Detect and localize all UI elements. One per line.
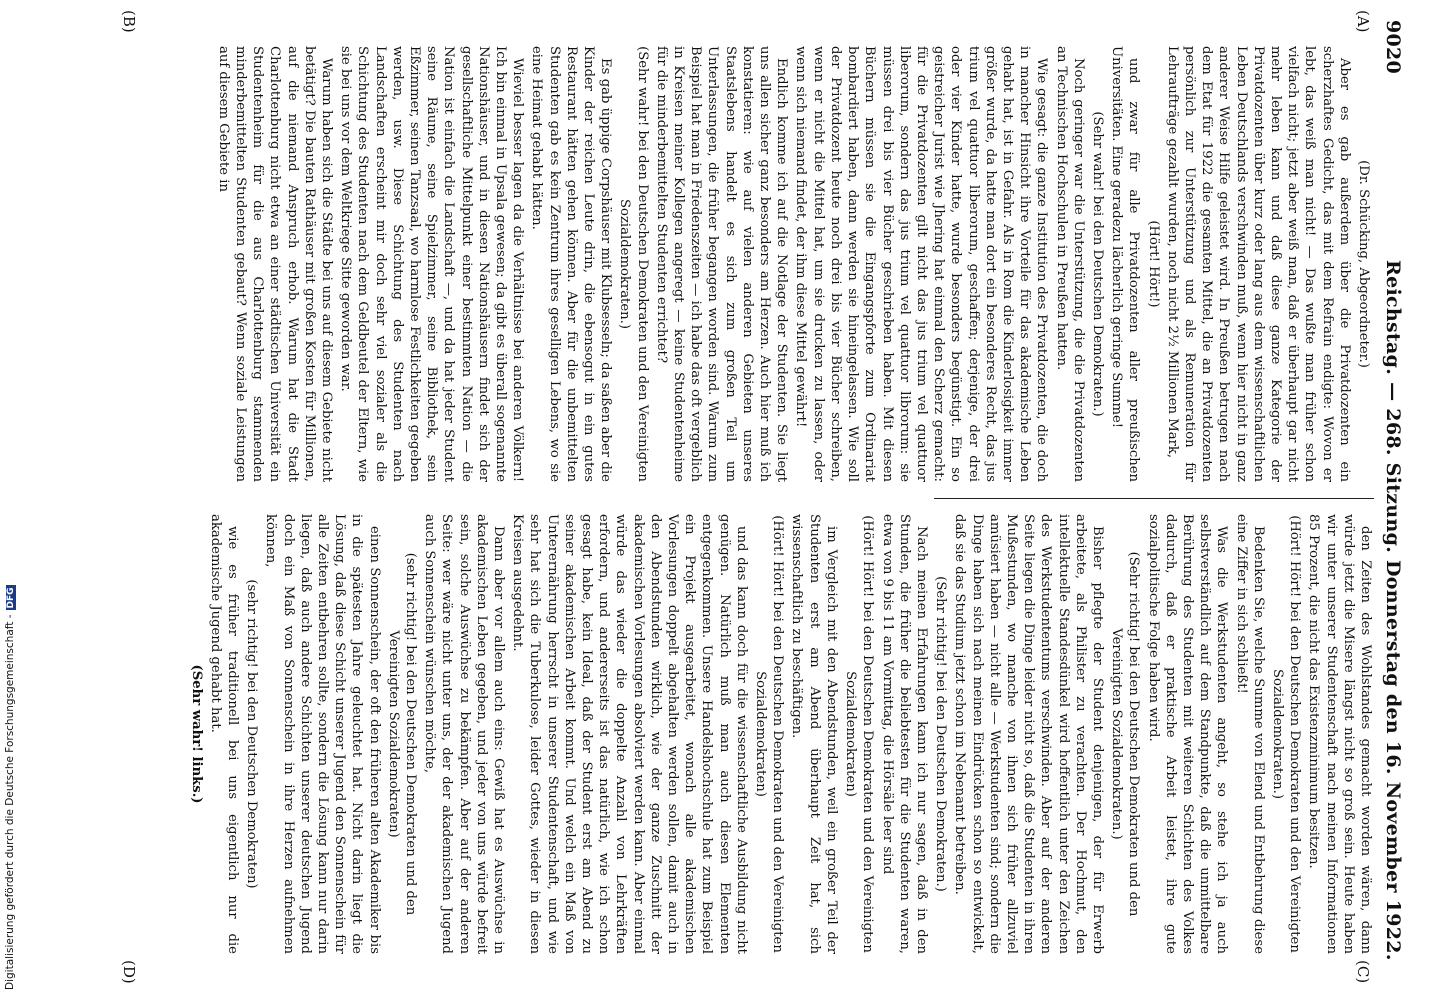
paragraph: den Zeiten des Wohlstandes gemacht worden wären, dann würde jetzt die Misere längst nicht so groß sein. Heute haben wir unter unserer Studentenschaft nach meinen Informationen 85 Prozent, die nicht das Existenzminimum besitzen. [1306, 514, 1373, 954]
interjection: (Sehr wahr! bei den Deutschen Demokraten.) [1089, 111, 1105, 417]
paragraph: Bedenken Sie, welche Summe von Elend und Entbehrung diese eine Ziffer in sich schließt! [1233, 514, 1266, 954]
digitization-credit [2, 587, 16, 990]
page-header [1378, 20, 1404, 980]
rotated-page-scan [18, 10, 1408, 990]
interjection: (Hört! Hört! bei den Deutschen Demokraten und den Vereinigten Sozialdemokraten) [843, 515, 876, 953]
paragraph: Nach meinen Erfahrungen kann ich nur sagen, daß in den Stunden, die früher die beliebtesten für die Studenten waren, etwa von 9 bis 11 am Vormittag, die Hörsäle leer sind [879, 514, 929, 954]
interjection: (sehr richtig! bei den Deutschen Demokraten) [244, 579, 260, 889]
paragraph: und zwar für alle Privatdozenten aller preußischen Universitäten. Eine geradezu lächerlich geringe Summe! [1109, 46, 1142, 482]
interjection: (sehr richtig! bei den Deutschen Demokraten und den Vereinigten Sozialdemokraten) [385, 552, 419, 916]
speaker-line: (Dr. Schücking, Abgeordneter.) [1356, 160, 1371, 368]
paragraph: einen Sonnenschein, der oft den früheren alten Akademiker bis in die spätesten Jahre geleuchtet hat. Nicht darin liegt die Lösung, daß diese Schicht unserer Jugend den Sonnenschein für alle Zeiten entbehren sollte, sondern die Lösung kann nur darin liegen, daß auch andere Schichten unserer deutschen Jugend doch ein Maß von Sonnenschein in ihre Herzen aufnehmen können, [263, 514, 382, 954]
dfg-logo: DFG [6, 587, 16, 609]
credit-text: Digitalisierung gefördert durch die Deutsche Forschungsgemeinschaft - [4, 614, 16, 990]
interjection: (Sehr richtig! bei den Deutschen Demokraten.) [933, 576, 949, 892]
margin-marker-a: (A) [1354, 10, 1372, 33]
margin-marker-c: (C) [1354, 960, 1372, 984]
paragraph: Dann aber vor allem auch eins: Gewiß hat es Auswüchse in akademischen Leben gegeben, und jeder von uns würde befreit sein, solche Auswüchse zu bekämpfen. Aber auf der anderen Seite: wer wäre nicht unter uns, der der akademischen Jugend auch Sonnenschein wünschen möchte, [422, 514, 507, 954]
page-number: 9020 [1382, 20, 1404, 75]
right-text-column [24, 514, 1374, 954]
margin-marker-b: (B) [120, 10, 138, 33]
paragraph: Noch geringer war die Unterstützung, die die Privatdozenten an Technischen Hochschulen in Preußen hatten. [1053, 46, 1086, 482]
interjection: (Sehr richtig! bei den Deutschen Demokraten und den Vereinigten Sozialdemokraten.) [1109, 551, 1142, 917]
paragraph: Bisher pflegte der Student denjenigen, der für Erwerb arbeitete, als Philister zu verachten. Der Hochmut, den intellektuelle Standesdünkel wird hoffentlich unter den Zeichen des Werkstudententums verschwinden. Aber auf der anderen Seite liegen die Dinge leider nicht so, daß die Studenten in ihren Mußestunden, wo manche von ihnen sich früher allzuviel amüsiert haben — nicht alle — Werkstudenten sind; sondern die Dinge haben sich nach meinen Eindrücken schon so entwickelt, daß sie das Studium jetzt schon im Nebenamt betreiben. [952, 514, 1105, 954]
paragraph: Wieviel besser lagen da die Verhältnisse bei anderen Völkern! Ich bin einmal in Upsala gewesen; da gibt es überall sogenannte Nationshäuser, und in diesen Nationshäusern findet sich der gesellschaftliche Mittelpunkt einer bestimmten Nation — die Nation ist einfach die Landschaft —, und da hat jeder Student seine Räume, seine Spielzimmer, seine Bibliothek, sein Eßzimmer, seinen Tanzsaal, wo harmlose Festlichkeiten gegeben werden, usw. Diese Schichtung des Studenten nach Landschaften erscheint mir doch sehr viel sozialer als die Schichtung des Studenten nach dem Geldbeutel der Eltern, wie sie bei uns vor dem Weltkriege Sitte geworden war. [338, 46, 526, 482]
interjection: (Sehr wahr! links.) [188, 664, 204, 804]
paragraph: Warum haben sich die Städte bei uns auf diesem Gebiete nicht betätigt? Die bauten Rathäuser mit großen Kosten für Millionen, auf die niemand Anspruch erhob. Warum hat die Stadt Charlottenburg nicht etwa an einer städtischen Universität ein Studentenheim für die aus Charlottenburg stammenden minderbemittelten Studenten gebaut? Wenn soziale Leistungen auf diesem Gebiete in [215, 46, 335, 482]
paragraph: im Vergleich mit den Abendstunden, weil ein großer Teil der Studenten erst am Abend überhaupt Zeit hat, sich wissenschaftlich zu beschäftigen. [789, 514, 839, 954]
margin-marker-d: (D) [120, 960, 138, 984]
paragraph: Was die Werkstudenten angeht, so stehe ich ja auch selbstverständlich auf dem Standpunkte, daß die unmittelbare Berührung des Studenten mit weiteren Schichten des Volkes dadurch, daß er praktische Arbeit leistet, ihre gute sozialpolitische Folge haben wird. [1145, 514, 1230, 954]
paragraph: wie es früher traditionell bei uns eigentlich nur die akademische Jugend gehabt hat. [207, 514, 240, 954]
column-divider [934, 498, 1374, 499]
interjection: (Hört! Hört!) [1145, 220, 1161, 308]
interjection: (Hört! Hört! bei den Deutschen Demokraten und den Vereinigten Sozialdemokraten) [753, 515, 786, 953]
page-title: Reichstag. — 268. Sitzung. Donnerstag den 16. November 1922. [1382, 260, 1404, 961]
paragraph: und das kann doch für die wissenschaftliche Ausbildung nicht genügen. Natürlich muß man auch diesen Elementen entgegenkommen. Unsere Handelshochschule hat zum Beispiel ein Projekt ausgearbeitet, wonach alle akademischen Vorlesungen doppelt abgehalten werden sollen, damit auch in den Abendstunden wirklich, wie der ganze Zuschnitt der akademischen Vorlesungen absolviert werden kann. Aber einmal würde das wieder die doppelte Anzahl von Lehrkräften erfordern, und andererseits ist das natürlich, wie ich schon gesagt habe, kein Ideal, daß der Student erst am Abend zu seiner akademischen Arbeit kommt. Und welch ein Maß von Unterernährung herrscht in unserer Studentenschaft, und wie sehr hat sich die Tuberkulose, leider Gottes, wieder in diesen Kreisen ausgedehnt. [510, 514, 749, 954]
paragraph: Es gab üppige Corpshäuser mit Klubsesseln; da saßen aber die Kinder der reichen Leute drin, die ebensogut in ein gutes Restaurant hätten gehen können. Aber für die unbemittelten Studenten gab es kein Zentrum ihres geselligen Lebens, wo sie eine Heimat gehabt hätten. [529, 46, 614, 482]
interjection: (Hört! Hört! bei den Deutschen Demokraten und den Vereinigten Sozialdemokraten.) [1269, 515, 1303, 953]
paragraph: Endlich komme ich auf die Notlage der Studenten. Sie liegt uns allen sicher ganz besonders am Herzen. Auch hier muß ich konstatieren: wie auf vielen anderen Gebieten unseres Staatslebens handelt es sich zum großen Teil um Unterlassungen, die früher begangen worden sind. Warum zum Beispiel hat man in Friedenszeiten — ich habe das oft vergeblich in Kreisen meiner Kollegen angeregt — keine Studentenheime für die minderbemittelten Studenten errichtet? [653, 46, 790, 482]
left-text-column [24, 46, 1374, 482]
paragraph: Wie gesagt: die ganze Institution des Privatdozenten, die doch in mancher Hinsicht ihre Vorteile für das akademische Leben gehabt hat, ist in Gefahr. Als in Rom die Kinderlosigkeit immer größer wurde, da hatte man dort ein besonderes Recht, das jus trium vel quattuor liberorum, geschaffen; derjenige, der drei oder vier Kinder hatte, wurde besonders begünstigt. Ein so geistreicher Jurist wie Jhering hat einmal den Scherz gemacht: für die Privatdozenten gilt nicht das jus trium vel quattuor liberorum, sondern das jus trium vel quattuor librorum: sie müssen drei bis vier Bücher geschrieben haben. Mit diesen Büchern müssen sie die Eingangspforte zum Ordinariat bombardiert haben, dann werden sie hineingelassen. Wie soll der Privatdozent heute noch drei bis vier Bücher schreiben, wenn er nicht die Mittel hat, um sie drucken zu lassen, oder wenn sich niemand findet, der ihm diese Mittel gewährt! [793, 46, 1050, 482]
paragraph: Aber es gab außerdem über die Privatdozenten ein scherzhaftes Gedicht, das mit dem Refrain endigte: Wovon er lebt, das weiß man nicht! — Das wußte man früher schon vielfach nicht; jetzt aber weiß man, daß er überhaupt gar nicht mehr leben kann und daß diese ganze Kategorie der Privatdozenten über kurz oder lang aus dem wissenschaftlichen Leben Deutschlands verschwinden muß, wenn hier nicht in ganz anderer Weise Hilfe geleistet wird. In Preußen betrugen nach dem Etat für 1922 die gesamten Mittel, die an Privatdozenten persönlich zur Unterstützung und als Remuneration für Lehraufträge gezahlt wurden, noch nicht 2½ Millionen Mark, [1164, 46, 1352, 482]
interjection: (Sehr wahr! bei den Deutschen Demokraten und den Vereinigten Sozialdemokraten.) [617, 46, 650, 482]
